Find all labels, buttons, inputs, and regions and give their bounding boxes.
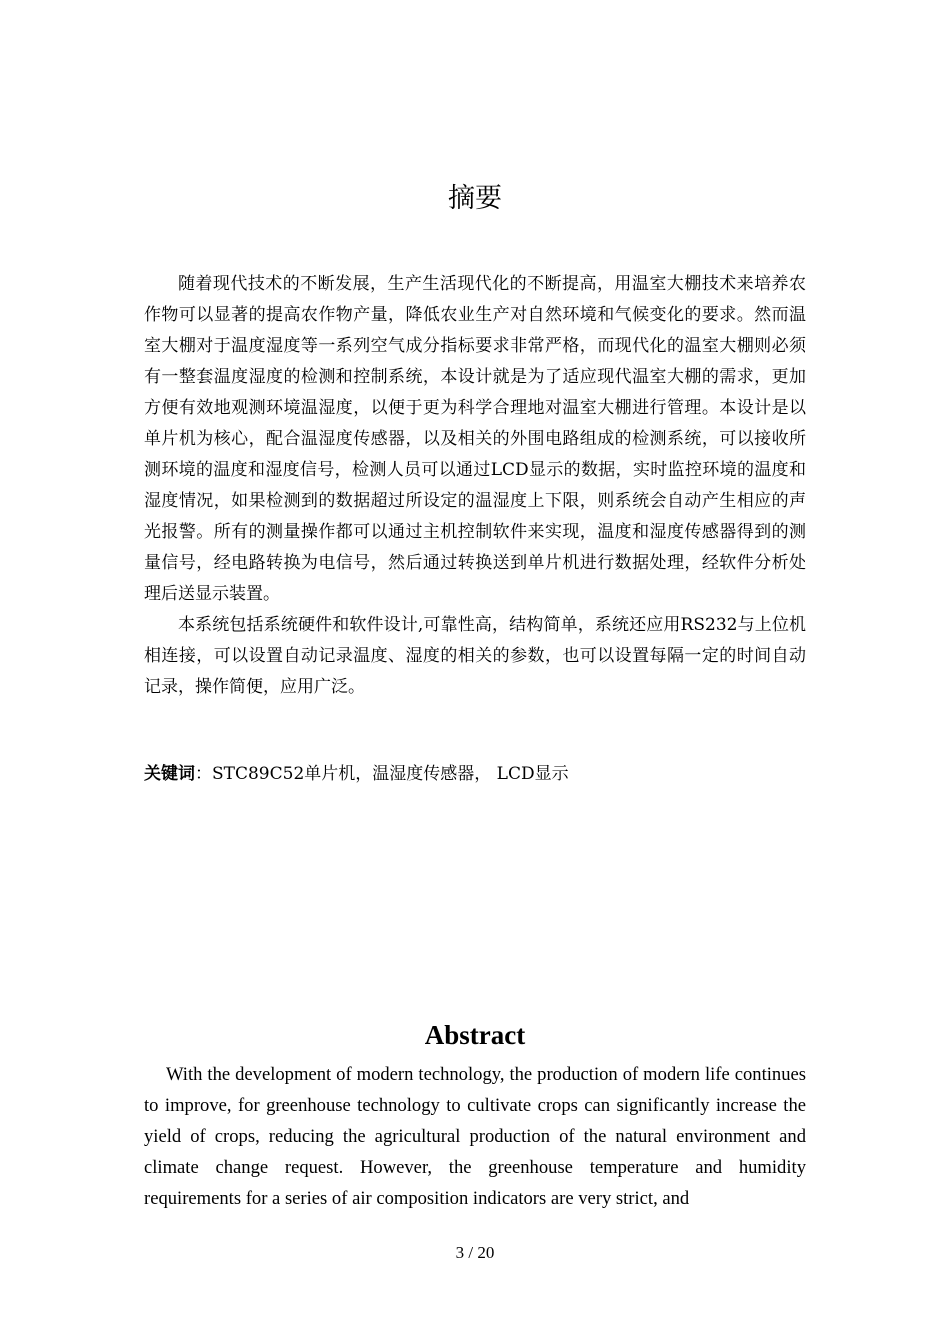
- abstract-zh-body: [144, 269, 806, 703]
- abstract-zh-paragraph-1: 随着现代技术的不断发展，生产生活现代化的不断提高，用温室大棚技术来培养农作物可以显著的提高农作物产量，降低农业生产对自然环境和气候变化的要求。然而温室大棚对于温度湿度等一系列空气成分指标要求非常严格，而现代化的温室大棚则必须有一整套温度湿度的检测和控制系统，本设计就是为了适应现代温室大棚的需求，更加方便有效地观测环境温湿度，以便于更为科学合理地对温室大棚进行管理。本设计是以单片机为核心，配合温湿度传感器，以及相关的外围电路组成的检测系统，可以接收所测环境的温度和湿度信号，检测人员可以通过LCD显示的数据，实时监控环境的温度和湿度情况，如果检测到的数据超过所设定的温湿度上下限，则系统会自动产生相应的声光报警。所有的测量操作都可以通过主机控制软件来实现，温度和湿度传感器得到的测量信号，经电路转换为电信号，然后通过转换送到单片机进行数据处理，经软件分析处理后送显示装置。: [144, 274, 806, 604]
- abstract-zh-paragraph-2: 本系统包括系统硬件和软件设计,可靠性高，结构简单，系统还应用RS232与上位机相连接，可以设置自动记录温度、湿度的相关的参数，也可以设置每隔一定的时间自动记录，操作简便，应用广泛。: [144, 615, 806, 697]
- abstract-en-body: [144, 1059, 806, 1214]
- keywords-text: ：STC89C52单片机，温湿度传感器， LCD显示: [195, 764, 569, 784]
- abstract-zh-title: 摘要: [448, 183, 502, 214]
- abstract-en-paragraph: With the development of modern technology, the production of modern life continues to improve, for greenhouse technology to cultivate crops can significantly increase the yield of crops, reducing the agricultural production of the natural environment and climate change request. However, the greenhouse temperature and humidity requirements for a series of air composition indicators are very strict, and: [144, 1064, 806, 1209]
- page-number: 3 / 20: [455, 1243, 495, 1262]
- keywords-line: [144, 760, 806, 788]
- abstract-en-title: Abstract: [424, 1020, 526, 1050]
- keywords-label: 关键词: [144, 764, 195, 784]
